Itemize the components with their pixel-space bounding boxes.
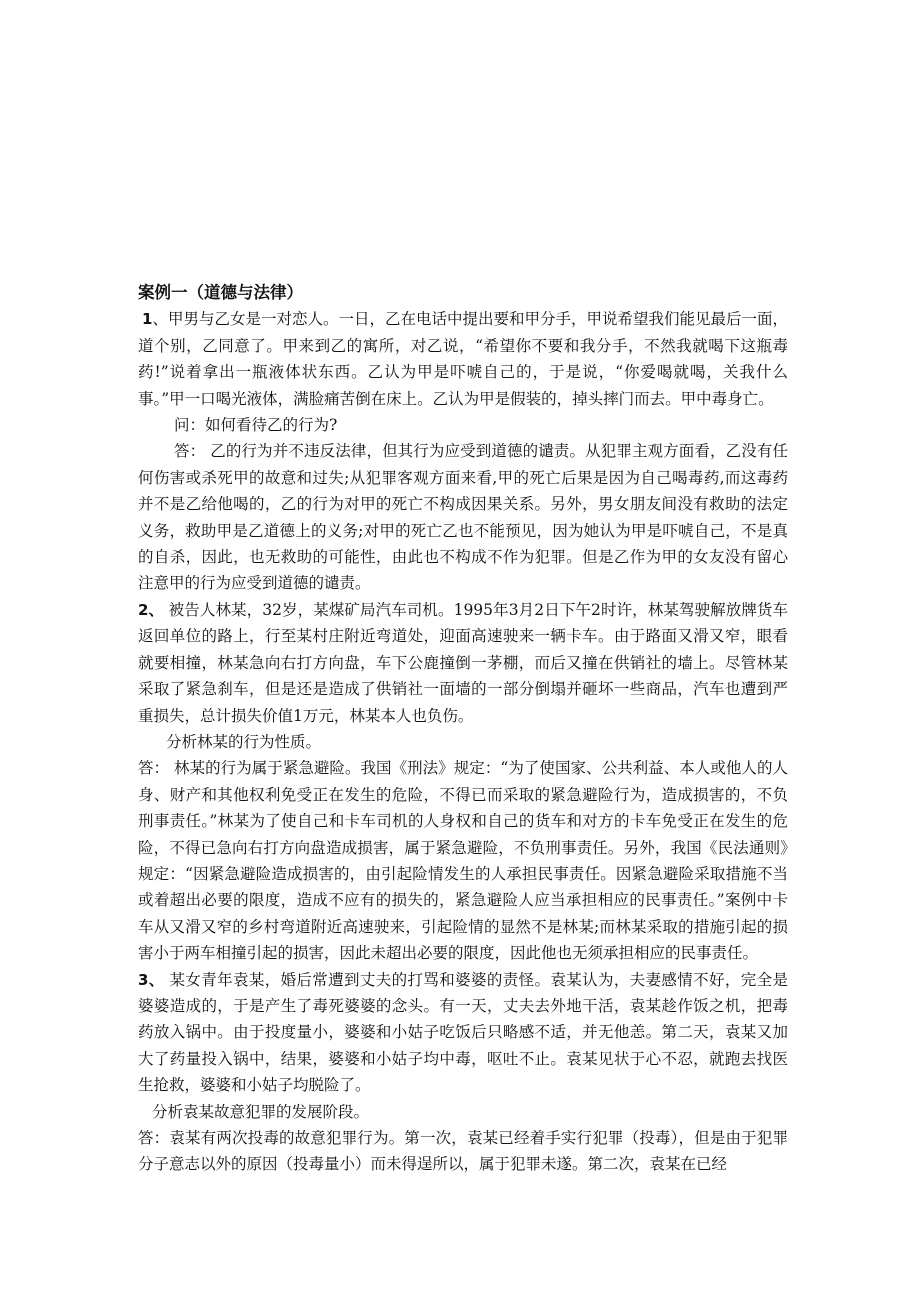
case1-paragraph	[138, 306, 788, 412]
case2-paragraph	[138, 597, 788, 729]
document-title: 案例一（道德与法律）	[138, 283, 303, 302]
document-content	[138, 280, 788, 1178]
case3-number: 3、	[138, 970, 165, 989]
case2-question: 分析林某的行为性质。	[166, 732, 322, 751]
case3-body: 某女青年袁某，婚后常遭到丈夫的打骂和婆婆的责怪。袁某认为，夫妻感情不好，完全是婆婆造成的，于是产生了毒死婆婆的念头。有一天，丈夫去外地干活，袁某趁作饭之机，把毒药放入锅中。由于投度量小，婆婆和小姑子吃饭后只略感不适，并无他恙。第二天，袁某又加大了药量投入锅中，结果，婆婆和小姑子均中毒，呕吐不止。袁某见状于心不忍，就跑去找医生抢救，婆婆和小姑子均脱险了。	[138, 970, 789, 1095]
case3-paragraph	[138, 967, 788, 1099]
case2-answer: 答： 林某的行为属于紧急避险。我国《刑法》规定：“为了使国家、公共利益、本人或他人的人身、财产和其他权利免受正在发生的危险，不得已而采取的紧急避险行为，造成损害的，不负刑事责任。”林某为了使自己和卡车司机的人身权和自己的货车和对方的卡车免受正在发生的危险，不得已急向右打方向盘造成损害，属于紧急避险，不负刑事责任。另外，我国《民法通则》规定：“因紧急避险造成损害的，由引起险情发生的人承担民事责任。因紧急避险采取措施不当或着超出必要的限度，造成不应有的损失的，紧急避险人应当承担相应的民事责任。”案例中卡车从又滑又窄的乡村弯道附近高速驶来，引起险情的显然不是林某;而林某采取的措施引起的损害小于两车相撞引起的损害，因此未超出必要的限度，因此他也无须承担相应的民事责任。	[138, 759, 788, 963]
case3-question: 分析袁某故意犯罪的发展阶段。	[152, 1102, 370, 1121]
case1-body: 、甲男与乙女是一对恋人。一日，乙在电话中提出要和甲分手，甲说希望我们能见最后一面，道个别，乙同意了。甲来到乙的寓所，对乙说，“希望你不要和我分手，不然我就喝下这瓶毒药!”说着拿出一瓶液体状东西。乙认为甲是吓唬自己的，于是说，“你爱喝就喝，关我什么事。”甲一口喝光液体，满脸痛苦倒在床上。乙认为甲是假装的，掉头摔门而去。甲中毒身亡。	[138, 310, 788, 408]
case1-number: 1	[142, 310, 153, 329]
case1-question: 问：如何看待乙的行为?	[174, 416, 338, 435]
case2-number: 2、	[138, 600, 164, 619]
case2-body: 被告人林某，32岁，某煤矿局汽车司机。1995年3月2日下午2时许，林某驾驶解放牌货车返回单位的路上，行至某村庄附近弯道处，迎面高速驶来一辆卡车。由于路面又滑又窄，眼看就要相撞，林某急向右打方向盘，车下公鹿撞倒一茅棚，而后又撞在供销社的墙上。尽管林某采取了紧急刹车，但是还是造成了供销社一面墙的一部分倒塌并砸坏一些商品，汽车也遭到严重损失，总计损失价值1万元，林某本人也负伤。	[138, 600, 789, 725]
case1-answer: 答： 乙的行为并不违反法律，但其行为应受到道德的谴责。从犯罪主观方面看，乙没有任何伤害或杀死甲的故意和过失;从犯罪客观方面来看,甲的死亡后果是因为自己喝毒药,而这毒药并不是乙给他喝的，乙的行为对甲的死亡不构成因果关系。另外，男女朋友间没有救助的法定义务，救助甲是乙道德上的义务;对甲的死亡乙也不能预见，因为她认为甲是吓唬自己，不是真的自杀，因此，也无救助的可能性，由此也不构成不作为犯罪。但是乙作为甲的女友没有留心注意甲的行为应受到道德的谴责。	[138, 442, 788, 593]
case3-answer: 答：袁某有两次投毒的故意犯罪行为。第一次，袁某已经着手实行犯罪（投毒），但是由于犯罪分子意志以外的原因（投毒量小）而未得逞所以，属于犯罪未遂。第二次，袁某在已经	[138, 1129, 788, 1174]
